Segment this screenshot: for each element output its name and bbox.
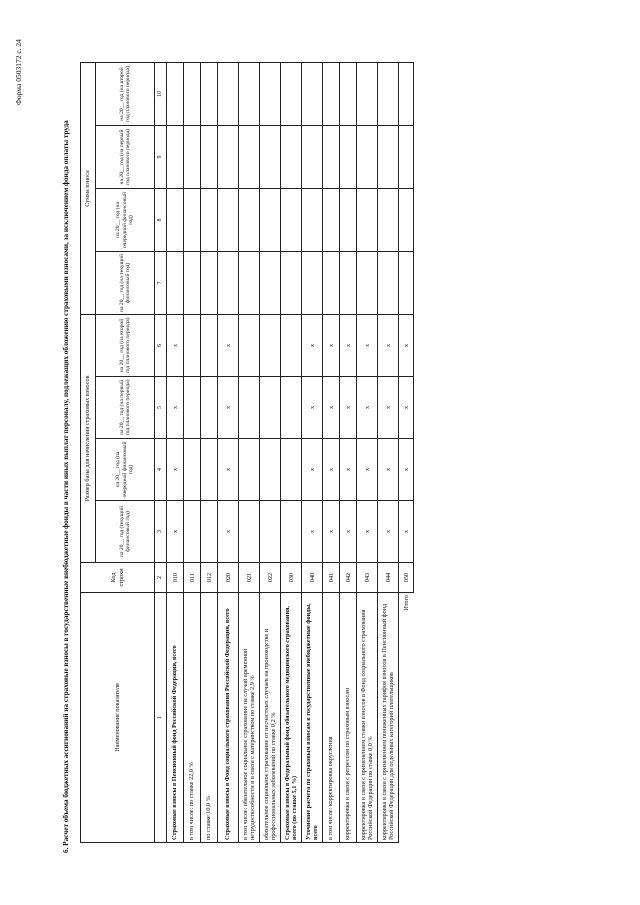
value-cell[interactable] — [281, 251, 302, 314]
indicator-name: в том числе: обязательное социальное страхование на случай временной нетрудоспособности и в связи с материнством по ставке 2,9 % — [239, 593, 260, 843]
total-value-cell[interactable] — [399, 62, 414, 125]
value-cell[interactable] — [201, 125, 218, 188]
row-code: 042 — [340, 563, 357, 593]
table-row — [357, 62, 378, 842]
header-period-4: на 20__ год (на очередной финансовый год) — [96, 439, 155, 501]
value-cell[interactable] — [260, 251, 281, 314]
value-cell[interactable]: x — [218, 439, 239, 501]
row-code: 012 — [201, 563, 218, 593]
value-cell[interactable] — [167, 125, 184, 188]
column-number: 4 — [155, 439, 167, 501]
value-cell[interactable] — [184, 501, 201, 563]
value-cell[interactable] — [239, 188, 260, 251]
table-row — [340, 62, 357, 842]
value-cell[interactable] — [184, 251, 201, 314]
value-cell[interactable] — [260, 439, 281, 501]
column-number: 9 — [155, 125, 167, 188]
value-cell[interactable] — [323, 251, 340, 314]
indicator-name: Страховые взносы в Пенсионный фонд Российской Федерации, всего — [167, 593, 184, 843]
value-cell[interactable] — [239, 377, 260, 439]
table-row — [167, 62, 184, 842]
value-cell[interactable] — [218, 62, 239, 125]
value-cell[interactable] — [184, 125, 201, 188]
header-period-6: на 20__ год (на второй год планового периода) — [96, 314, 155, 376]
value-cell[interactable]: x — [323, 501, 340, 563]
table-row — [281, 62, 302, 842]
value-cell[interactable] — [201, 62, 218, 125]
value-cell[interactable] — [260, 188, 281, 251]
total-value-cell[interactable] — [399, 125, 414, 188]
value-cell[interactable]: x — [340, 439, 357, 501]
value-cell[interactable] — [184, 62, 201, 125]
value-cell[interactable]: x — [378, 377, 399, 439]
indicator-name: корректировка в связи с применением пониженных тарифов взносов в Пенсионный фонд Российской Федерации для отдельных категорий плательщиков — [378, 593, 399, 843]
value-cell[interactable]: x — [167, 501, 184, 563]
indicator-name: корректировка в связи с регрессом по страховым взносам — [340, 593, 357, 843]
value-cell[interactable] — [201, 377, 218, 439]
calculation-table — [80, 62, 414, 843]
value-cell[interactable] — [184, 377, 201, 439]
value-cell[interactable] — [340, 62, 357, 125]
value-cell[interactable] — [201, 314, 218, 376]
value-cell[interactable] — [260, 62, 281, 125]
value-cell[interactable] — [357, 251, 378, 314]
value-cell[interactable]: x — [167, 377, 184, 439]
value-cell[interactable] — [218, 125, 239, 188]
value-cell[interactable]: x — [167, 314, 184, 376]
value-cell[interactable] — [239, 251, 260, 314]
value-cell[interactable] — [378, 251, 399, 314]
table-row — [239, 62, 260, 842]
table-row — [201, 62, 218, 842]
value-cell[interactable] — [239, 314, 260, 376]
row-code: 043 — [357, 563, 378, 593]
column-number: 6 — [155, 314, 167, 376]
value-cell[interactable] — [239, 439, 260, 501]
column-number: 8 — [155, 188, 167, 251]
value-cell[interactable] — [323, 125, 340, 188]
total-value-cell[interactable] — [399, 188, 414, 251]
table-row — [218, 62, 239, 842]
value-cell[interactable] — [281, 62, 302, 125]
indicator-name: Уточнение расчета по страховым взносам в государственные внебюджетные фонды, всего — [302, 593, 323, 843]
row-code: 041 — [323, 563, 340, 593]
value-cell[interactable] — [239, 501, 260, 563]
header-indicator-name: Наименование показателя — [81, 593, 155, 843]
value-cell[interactable] — [357, 125, 378, 188]
value-cell[interactable] — [323, 62, 340, 125]
row-code: 011 — [184, 563, 201, 593]
value-cell[interactable]: x — [357, 314, 378, 376]
value-cell[interactable] — [378, 188, 399, 251]
value-cell[interactable]: x — [357, 501, 378, 563]
value-cell[interactable]: x — [357, 439, 378, 501]
total-value-cell[interactable]: x — [399, 501, 414, 563]
value-cell[interactable] — [281, 188, 302, 251]
header-period-10: на 20__ год (на второй год планового периода) — [96, 62, 155, 125]
total-code: 050 — [399, 563, 414, 593]
value-cell[interactable]: x — [378, 314, 399, 376]
column-number: 7 — [155, 251, 167, 314]
table-row — [302, 62, 323, 842]
value-cell[interactable]: x — [340, 501, 357, 563]
value-cell[interactable] — [378, 62, 399, 125]
value-cell[interactable]: x — [302, 501, 323, 563]
value-cell[interactable] — [218, 251, 239, 314]
value-cell[interactable] — [201, 251, 218, 314]
column-number: 10 — [155, 62, 167, 125]
header-period-8: на 20__ год (на очередной финансовый год) — [96, 188, 155, 251]
header-period-3: на 20__ год (текущий финансовый год) — [96, 501, 155, 563]
indicator-name: Страховые взносы в Федеральный фонд обязательного медицинского страхования, всего (по ставке 5,1 %) — [281, 593, 302, 843]
value-cell[interactable]: x — [302, 439, 323, 501]
total-label: Итого — [402, 595, 410, 611]
value-cell[interactable] — [281, 377, 302, 439]
value-cell[interactable] — [184, 439, 201, 501]
header-period-9: на 20__ год (на первый год планового периода) — [96, 125, 155, 188]
total-row — [399, 62, 414, 842]
value-cell[interactable]: x — [302, 377, 323, 439]
header-period-5: на 20__ год (на первый год планового периода) — [96, 377, 155, 439]
indicator-name: обязательное социальное страхование от несчастных случаев на производстве и профессиональных заболеваний по ставке 0,2 % — [260, 593, 281, 843]
header-period-7: на 20__ год (на текущий финансовый год) — [96, 251, 155, 314]
row-code: 021 — [239, 563, 260, 593]
value-cell[interactable]: x — [167, 439, 184, 501]
table-row — [378, 62, 399, 842]
value-cell[interactable] — [302, 62, 323, 125]
value-cell[interactable]: x — [378, 501, 399, 563]
column-number: 1 — [155, 593, 167, 843]
row-code: 030 — [281, 563, 302, 593]
value-cell[interactable] — [323, 188, 340, 251]
total-value-cell[interactable] — [399, 251, 414, 314]
value-cell[interactable] — [340, 188, 357, 251]
value-cell[interactable] — [281, 314, 302, 376]
value-cell[interactable]: x — [323, 314, 340, 376]
value-cell[interactable] — [201, 439, 218, 501]
value-cell[interactable] — [201, 188, 218, 251]
value-cell[interactable] — [184, 314, 201, 376]
header-sum-group: Сумма взноса — [81, 62, 96, 314]
value-cell[interactable]: x — [357, 377, 378, 439]
value-cell[interactable]: x — [323, 377, 340, 439]
row-code: 010 — [167, 563, 184, 593]
column-number: 5 — [155, 377, 167, 439]
indicator-name: в том числе: корректировка округления — [323, 593, 340, 843]
value-cell[interactable] — [378, 125, 399, 188]
value-cell[interactable] — [201, 501, 218, 563]
value-cell[interactable] — [167, 62, 184, 125]
indicator-name: по ставке 10,0 % — [201, 593, 218, 843]
header-row-code: Код строки — [81, 563, 155, 593]
value-cell[interactable] — [281, 125, 302, 188]
value-cell[interactable] — [260, 501, 281, 563]
value-cell[interactable] — [260, 377, 281, 439]
value-cell[interactable] — [260, 314, 281, 376]
value-cell[interactable] — [281, 501, 302, 563]
value-cell[interactable] — [357, 62, 378, 125]
value-cell[interactable]: x — [323, 439, 340, 501]
value-cell[interactable]: x — [340, 314, 357, 376]
value-cell[interactable]: x — [378, 439, 399, 501]
total-value-cell[interactable]: x — [399, 439, 414, 501]
header-base-group: Размер базы для начисления страховых взносов — [81, 314, 96, 562]
form-reference: Форма 0503172 с. 24 — [14, 39, 23, 105]
value-cell[interactable]: x — [218, 314, 239, 376]
value-cell[interactable]: x — [218, 501, 239, 563]
row-code: 022 — [260, 563, 281, 593]
indicator-name: корректировка в связи с применением ставки взносов в Фонд социального страхования Российской Федерации по ставке 0,0 % — [357, 593, 378, 843]
value-cell[interactable] — [184, 188, 201, 251]
row-code: 040 — [302, 563, 323, 593]
table-row — [260, 62, 281, 842]
total-value-cell[interactable]: x — [399, 314, 414, 376]
total-value-cell[interactable]: x — [399, 377, 414, 439]
indicator-name: в том числе: по ставке 22,0 % — [184, 593, 201, 843]
value-cell[interactable] — [167, 188, 184, 251]
value-cell[interactable]: x — [340, 377, 357, 439]
column-number: 3 — [155, 501, 167, 563]
value-cell[interactable] — [357, 188, 378, 251]
value-cell[interactable] — [260, 125, 281, 188]
value-cell[interactable] — [302, 188, 323, 251]
value-cell[interactable] — [302, 125, 323, 188]
table-row — [323, 62, 340, 842]
value-cell[interactable] — [167, 251, 184, 314]
row-code: 020 — [218, 563, 239, 593]
table-row — [184, 62, 201, 842]
value-cell[interactable] — [239, 125, 260, 188]
value-cell[interactable]: x — [302, 314, 323, 376]
value-cell[interactable] — [340, 125, 357, 188]
section-title: 6. Расчет объема бюджетных ассигнований на страховые взносы в государственные внебюджетные фонды в части иных выплат персоналу, подлежащих обложению страховыми взносами, за исключением фонда оплаты труда — [62, 120, 70, 853]
value-cell[interactable] — [340, 251, 357, 314]
value-cell[interactable] — [218, 188, 239, 251]
value-cell[interactable] — [281, 439, 302, 501]
value-cell[interactable] — [302, 251, 323, 314]
row-code: 044 — [378, 563, 399, 593]
value-cell[interactable]: x — [218, 377, 239, 439]
value-cell[interactable] — [239, 62, 260, 125]
indicator-name: Страховые взносы в Фонд социального страхования Российской Федерации, всего — [218, 593, 239, 843]
column-number: 2 — [155, 563, 167, 593]
